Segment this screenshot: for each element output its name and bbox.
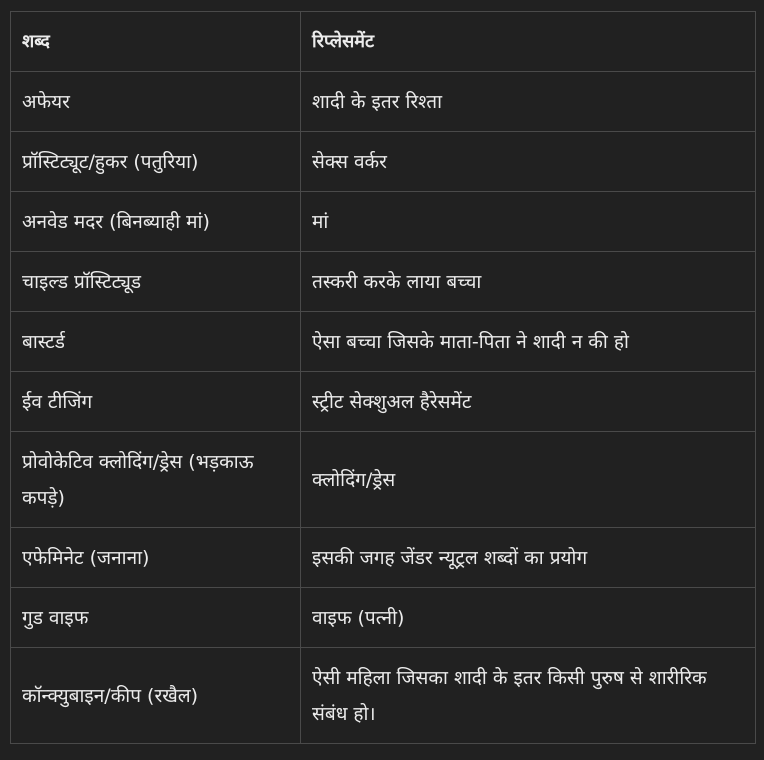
- table-row: [11, 372, 756, 432]
- word-cell: प्रोवोकेटिव क्लोदिंग/ड्रेस (भड़काऊ कपड़े): [11, 432, 301, 528]
- replacement-cell: सेक्स वर्कर: [301, 132, 756, 192]
- table-row: [11, 132, 756, 192]
- word-cell: ईव टीजिंग: [11, 372, 301, 432]
- replacement-cell: मां: [301, 192, 756, 252]
- replacement-cell: वाइफ (पत्नी): [301, 588, 756, 648]
- word-cell: बास्टर्ड: [11, 312, 301, 372]
- word-cell: अफेयर: [11, 72, 301, 132]
- content-area: [10, 11, 756, 744]
- header-word: शब्द: [11, 12, 301, 72]
- table-row: [11, 252, 756, 312]
- table-row: [11, 588, 756, 648]
- replacement-cell: इसकी जगह जेंडर न्यूट्रल शब्दों का प्रयोग: [301, 528, 756, 588]
- replacement-cell: क्लोदिंग/ड्रेस: [301, 432, 756, 528]
- header-replacement: रिप्लेसमेंट: [301, 12, 756, 72]
- replacement-words-table: [10, 11, 756, 744]
- word-cell: चाइल्ड प्रॉस्टिट्यूड: [11, 252, 301, 312]
- replacement-cell: ऐसी महिला जिसका शादी के इतर किसी पुरुष से शारीरिक संबंध हो।: [301, 648, 756, 744]
- replacement-cell: स्ट्रीट सेक्शुअल हैरेसमेंट: [301, 372, 756, 432]
- table-row: [11, 72, 756, 132]
- word-cell: प्रॉस्टिट्यूट/हुकर (पतुरिया): [11, 132, 301, 192]
- word-cell: कॉन्क्युबाइन/कीप (रखैल): [11, 648, 301, 744]
- table-row: [11, 432, 756, 528]
- word-cell: गुड वाइफ: [11, 588, 301, 648]
- word-cell: एफेमिनेट (जनाना): [11, 528, 301, 588]
- replacement-cell: ऐसा बच्चा जिसके माता-पिता ने शादी न की हो: [301, 312, 756, 372]
- table-row: [11, 528, 756, 588]
- replacement-cell: तस्करी करके लाया बच्चा: [301, 252, 756, 312]
- table-row: [11, 312, 756, 372]
- table-row: [11, 648, 756, 744]
- table-header-row: [11, 12, 756, 72]
- table-row: [11, 192, 756, 252]
- word-cell: अनवेड मदर (बिनब्याही मां): [11, 192, 301, 252]
- replacement-cell: शादी के इतर रिश्ता: [301, 72, 756, 132]
